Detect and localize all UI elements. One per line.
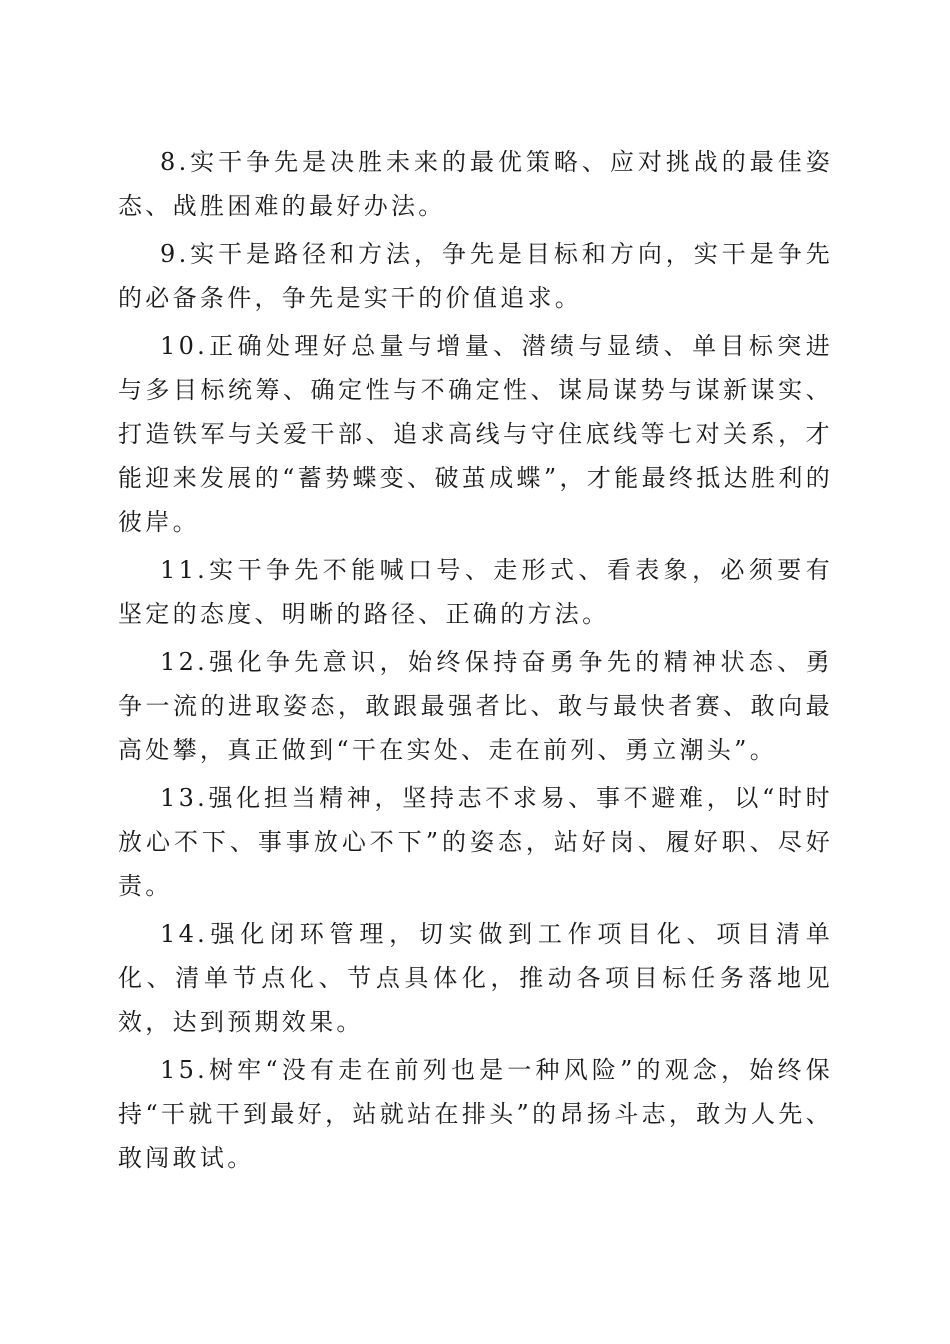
paragraph-15: 15.树牢“没有走在前列也是一种风险”的观念，始终保持“干就干到最好，站就站在排头”的昂扬斗志，敢为人先、敢闯敢试。 — [118, 1056, 833, 1172]
paragraph-8: 8.实干争先是决胜未来的最优策略、应对挑战的最佳姿态、战胜困难的最好办法。 — [118, 148, 833, 220]
paragraph-14: 14.强化闭环管理，切实做到工作项目化、项目清单化、清单节点化、节点具体化，推动各项目标任务落地见效，达到预期效果。 — [118, 920, 833, 1036]
paragraph-13: 13.强化担当精神，坚持志不求易、事不避难，以“时时放心不下、事事放心不下”的姿态，站好岗、履好职、尽好责。 — [118, 784, 833, 900]
paragraph-11: 11.实干争先不能喊口号、走形式、看表象，必须要有坚定的态度、明晰的路径、正确的方法。 — [118, 556, 833, 628]
document-body — [118, 140, 833, 1184]
paragraph-10: 10.正确处理好总量与增量、潜绩与显绩、单目标突进与多目标统筹、确定性与不确定性、谋局谋势与谋新谋实、打造铁军与关爱干部、追求高线与守住底线等七对关系，才能迎来发展的“蓄势蝶变、破茧成蝶”，才能最终抵达胜利的彼岸。 — [118, 332, 833, 536]
paragraph-12: 12.强化争先意识，始终保持奋勇争先的精神状态、勇争一流的进取姿态，敢跟最强者比、敢与最快者赛、敢向最高处攀，真正做到“干在实处、走在前列、勇立潮头”。 — [118, 648, 833, 764]
paragraph-9: 9.实干是路径和方法，争先是目标和方向，实干是争先的必备条件，争先是实干的价值追求。 — [118, 240, 833, 312]
